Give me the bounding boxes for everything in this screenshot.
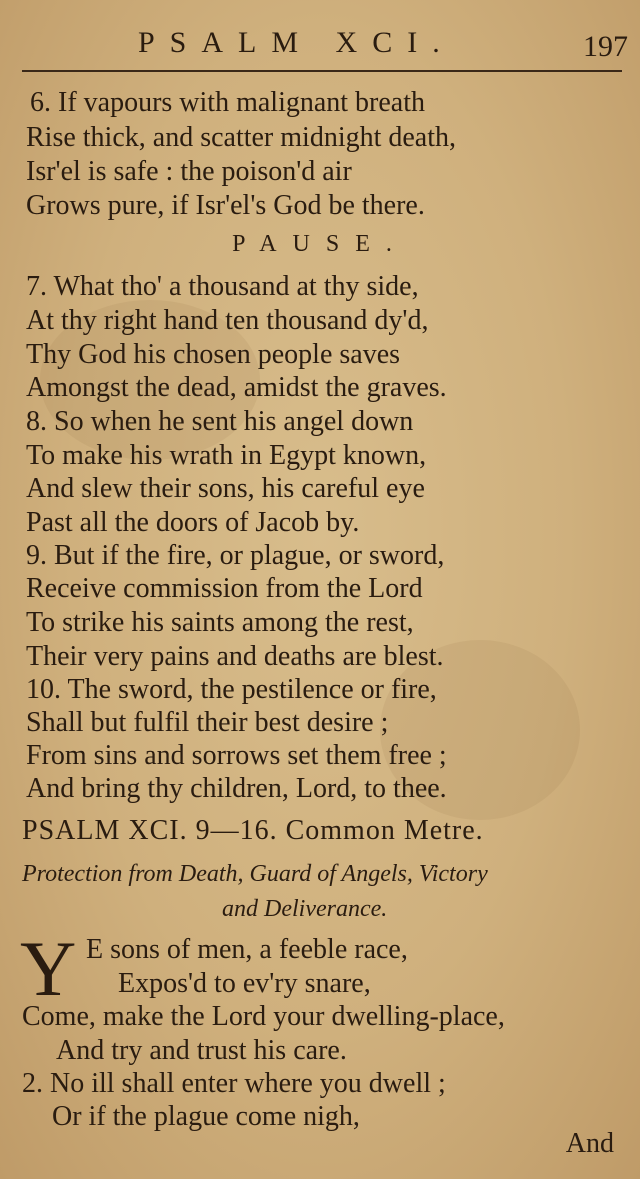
psalm-subtitle: and Deliverance. xyxy=(222,896,388,922)
verse-line: Grows pure, if Isr'el's God be there. xyxy=(26,190,425,221)
page-number: 197 xyxy=(583,30,628,63)
psalm-heading: PSALM XCI. 9—16. Common Metre. xyxy=(22,815,484,846)
verse-line: Rise thick, and scatter midnight death, xyxy=(26,122,457,153)
verse-line: Or if the plague come nigh, xyxy=(52,1101,360,1132)
verse-line: 7. What tho' a thousand at thy side, xyxy=(26,271,419,302)
verse-line: To strike his saints among the rest, xyxy=(26,607,414,638)
verse-line: E sons of men, a feeble race, xyxy=(86,934,408,965)
verse-line: Isr'el is safe : the poison'd air xyxy=(26,156,352,187)
verse-line: And try and trust his care. xyxy=(56,1035,347,1066)
page-header xyxy=(0,26,640,66)
verse-line: From sins and sorrows set them free ; xyxy=(26,740,447,771)
verse-line: At thy right hand ten thousand dy'd, xyxy=(26,305,429,336)
verse-line: Receive commission from the Lord xyxy=(26,573,423,604)
drop-cap: Y xyxy=(20,925,77,1012)
psalm-subtitle: Protection from Death, Guard of Angels, Victory xyxy=(22,861,488,887)
verse-line: Thy God his chosen people saves xyxy=(26,339,401,370)
verse-line: 10. The sword, the pestilence or fire, xyxy=(26,674,437,705)
verse-line: Their very pains and deaths are blest. xyxy=(26,641,444,672)
verse-line: And bring thy children, Lord, to thee. xyxy=(26,773,447,804)
verse-line: Expos'd to ev'ry snare, xyxy=(118,968,371,999)
header-rule xyxy=(22,70,622,72)
pause-heading: PAUSE. xyxy=(232,231,408,257)
verse-line: 8. So when he sent his angel down xyxy=(26,406,414,437)
verse-line: Past all the doors of Jacob by. xyxy=(26,507,360,538)
verse-line: And slew their sons, his careful eye xyxy=(26,473,425,504)
verse-line: Come, make the Lord your dwelling-place, xyxy=(22,1001,505,1032)
verse-line: Shall but fulfil their best desire ; xyxy=(26,707,389,738)
verse-line: 2. No ill shall enter where you dwell ; xyxy=(22,1068,446,1099)
verse-line: To make his wrath in Egypt known, xyxy=(26,440,427,471)
verse-line: 9. But if the fire, or plague, or sword, xyxy=(26,540,445,571)
catchword: And xyxy=(565,1128,614,1159)
verse-line: 6. If vapours with malignant breath xyxy=(30,87,426,118)
verse-line: Amongst the dead, amidst the graves. xyxy=(26,372,447,403)
running-title: PSALM XCI. xyxy=(138,26,455,59)
